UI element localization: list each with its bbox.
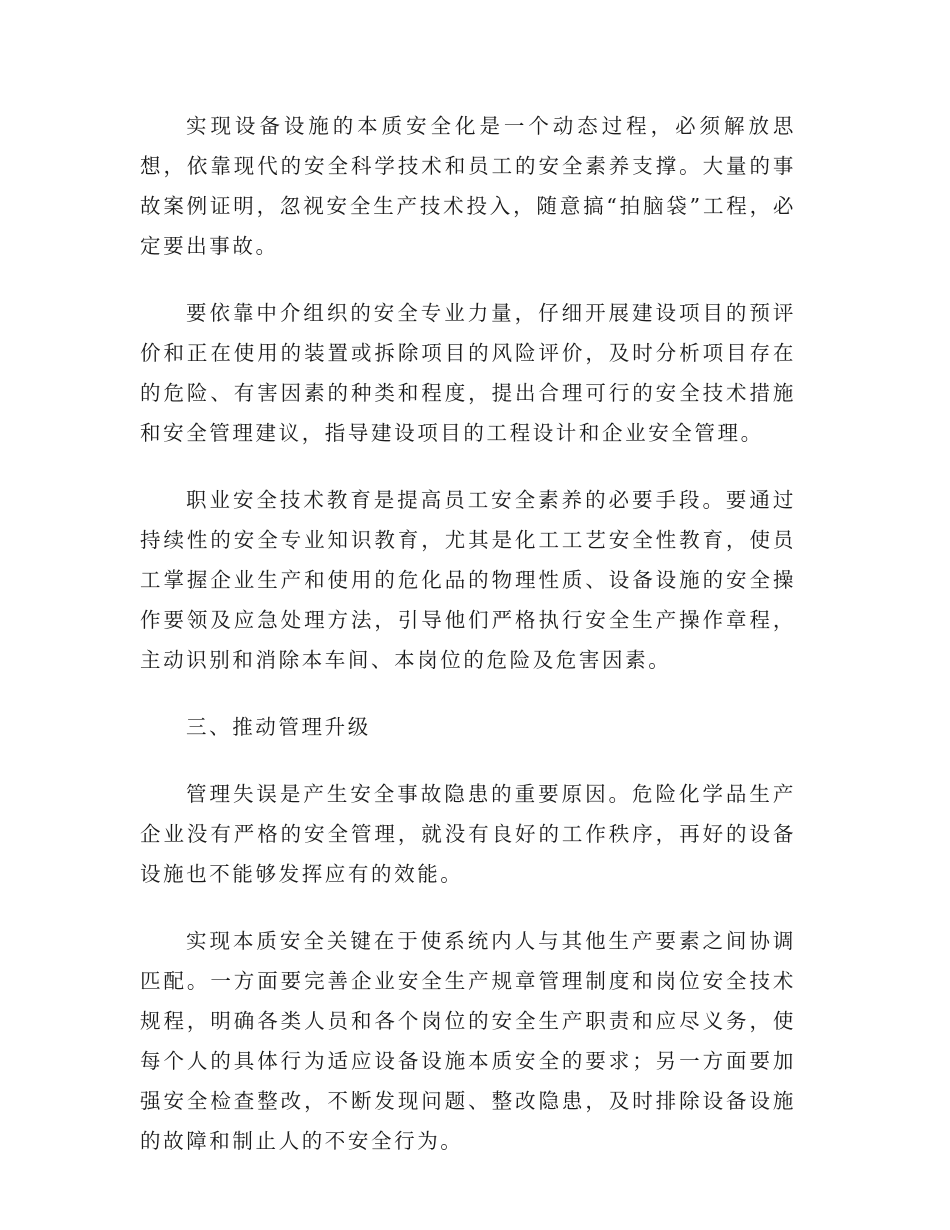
section-heading: 三、推动管理升级 — [186, 715, 371, 739]
paragraph-1: 实现设备设施的本质安全化是一个动态过程，必须解放思想，依靠现代的安全科学技术和员工的安全素养支撑。大量的事故案例证明，忽视安全生产技术投入，随意搞“拍脑袋”工程，必定要出事故。 — [140, 114, 796, 258]
paragraph-5: 实现本质安全关键在于使系统内人与其他生产要素之间协调匹配。一方面要完善企业安全生产规章管理制度和岗位安全技术规程，明确各类人员和各个岗位的安全生产职责和应尽义务，使每个人的具体行为适应设备设施本质安全的要求；另一方面要加强安全检查整改，不断发现问题、整改隐患，及时排除设备设施的故障和制止人的不安全行为。 — [140, 929, 796, 1153]
paragraph-2: 要依靠中介组织的安全专业力量，仔细开展建设项目的预评价和正在使用的装置或拆除项目的风险评价，及时分析项目存在的危险、有害因素的种类和程度，提出合理可行的安全技术措施和安全管理建议，指导建设项目的工程设计和企业安全管理。 — [140, 301, 796, 445]
paragraph-3: 职业安全技术教育是提高员工安全素养的必要手段。要通过持续性的安全专业知识教育，尤其是化工工艺安全性教育，使员工掌握企业生产和使用的危化品的物理性质、设备设施的安全操作要领及应急处理方法，引导他们严格执行安全生产操作章程，主动识别和消除本车间、本岗位的危险及危害因素。 — [140, 488, 796, 672]
paragraph-4: 管理失误是产生安全事故隐患的重要原因。危险化学品生产企业没有严格的安全管理，就没有良好的工作秩序，再好的设备设施也不能够发挥应有的效能。 — [140, 782, 796, 886]
document-body — [140, 106, 796, 1188]
